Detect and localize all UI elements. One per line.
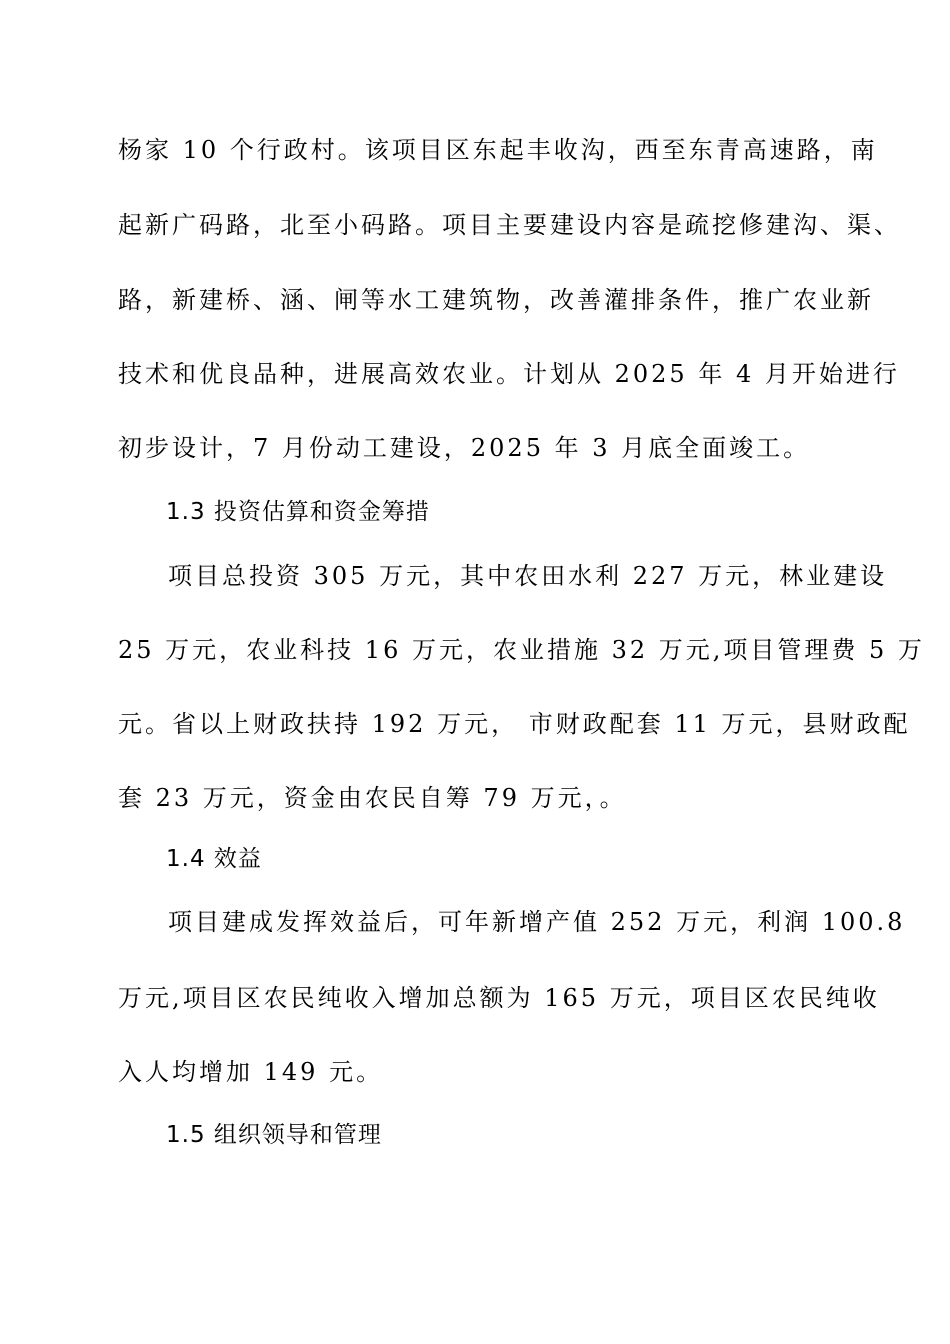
paragraph-line: 项目建成发挥效益后，可年新增产值 252 万元，利润 100.8 bbox=[168, 908, 906, 936]
paragraph-line: 技术和优良品种，进展高效农业。计划从 2025 年 4 月开始进行 bbox=[118, 360, 900, 388]
section-heading-1-4: 1.4 效益 bbox=[166, 846, 262, 872]
paragraph-line: 初步设计，7 月份动工建设，2025 年 3 月底全面竣工。 bbox=[118, 434, 811, 462]
paragraph-line: 元。省以上财政扶持 192 万元， 市财政配套 11 万元，县财政配 bbox=[118, 710, 911, 738]
paragraph-line: 路，新建桥、涵、闸等水工建筑物，改善灌排条件，推广农业新 bbox=[118, 286, 874, 314]
section-heading-1-5: 1.5 组织领导和管理 bbox=[166, 1122, 382, 1148]
section-heading-1-3: 1.3 投资估算和资金筹措 bbox=[166, 499, 430, 525]
paragraph-line: 起新广码路，北至小码路。项目主要建设内容是疏挖修建沟、渠、 bbox=[118, 211, 901, 239]
paragraph-line: 杨家 10 个行政村。该项目区东起丰收沟，西至东青高速路，南 bbox=[118, 136, 878, 164]
paragraph-line: 25 万元，农业科技 16 万元，农业措施 32 万元,项目管理费 5 万 bbox=[118, 636, 925, 664]
paragraph-line: 套 23 万元，资金由农民自筹 79 万元，。 bbox=[118, 784, 627, 812]
paragraph-line: 万元,项目区农民纯收入增加总额为 165 万元，项目区农民纯收 bbox=[118, 984, 880, 1012]
paragraph-line: 入人均增加 149 元。 bbox=[118, 1058, 384, 1086]
paragraph-line: 项目总投资 305 万元，其中农田水利 227 万元，林业建设 bbox=[168, 562, 888, 590]
